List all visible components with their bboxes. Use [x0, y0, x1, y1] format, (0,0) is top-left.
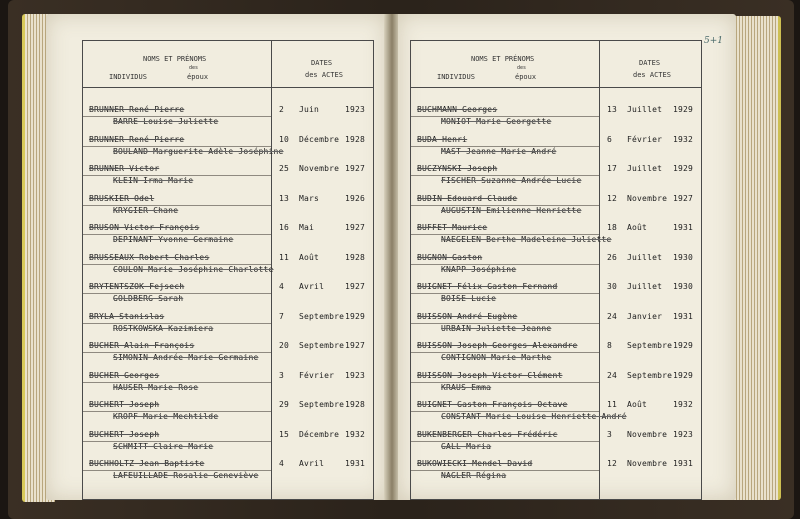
entry-spouse: HAUSER Marie Rose: [113, 382, 199, 392]
entry-spouse: MONIOT Marie Georgette: [441, 117, 552, 126]
entry-day: 4: [279, 459, 285, 468]
entry-month: Septembre: [627, 370, 673, 380]
entry-year: 1930: [673, 252, 694, 262]
entry-month: Septembre: [627, 341, 673, 350]
entry-spouse: BOULAND Marguerite Adèle Joséphine: [113, 146, 284, 156]
entry-month: Novembre: [299, 164, 340, 173]
entry-day: 30: [607, 282, 618, 291]
entry-name: BUGNON Gaston: [417, 252, 483, 262]
entry-day: 11: [279, 252, 290, 262]
entry-year: 1929: [673, 370, 694, 380]
entry-name: BUCHHOLTZ Jean Baptiste: [89, 459, 205, 468]
entry-name: BUISSON Joseph Victor Clément: [417, 370, 563, 380]
entry-day: 6: [607, 134, 613, 144]
entry-spouse: LAFEUILLADE Rosalie Geneviève: [113, 471, 259, 480]
entry-month: Juin: [299, 105, 320, 114]
entry-year: 1929: [345, 311, 366, 321]
entry-year: 1932: [673, 134, 694, 144]
entry-spouse: NAGLER Régina: [441, 471, 507, 480]
entry-spouse: BARRE Louise Juliette: [113, 117, 219, 126]
entry-month: Avril: [299, 459, 325, 468]
entry-day: 29: [279, 400, 290, 409]
entry-year: 1923: [345, 370, 366, 380]
entry-year: 1927: [345, 341, 366, 350]
entry-name: BRYTENTSZOK Fejsech: [89, 282, 185, 291]
entry-name: BUISSON Joseph Georges Alexandre: [417, 341, 578, 350]
entry-name: BUDA Henri: [417, 134, 468, 144]
entry-month: Mars: [299, 193, 320, 203]
entry-day: 4: [279, 282, 285, 291]
entry-year: 1927: [345, 282, 366, 291]
header-names-title: NOMS ET PRÉNOMS: [143, 55, 207, 63]
header-divider: [411, 87, 701, 88]
entry-day: 24: [607, 370, 618, 380]
entry-year: 1928: [345, 252, 366, 262]
entry-spouse: CONSTANT Marie Louise Henriette André: [441, 412, 627, 421]
entry-spouse: DEPINANT Yvonne Germaine: [113, 235, 234, 244]
entry-day: 7: [279, 311, 285, 321]
entry-spouse: KROPF Marie Mechtilde: [113, 412, 219, 421]
entry-day: 26: [607, 252, 618, 262]
entry-month: Novembre: [627, 429, 668, 439]
entry-spouse: SIMONIN Andrée Marie Germaine: [113, 353, 259, 362]
entry-year: 1928: [345, 400, 366, 409]
entry-spouse: URBAIN Juliette Jeanne: [441, 323, 552, 333]
entry-day: 11: [607, 400, 618, 409]
entry-name: BUKOWIECKI Mendel David: [417, 459, 533, 468]
entry-month: Avril: [299, 282, 325, 291]
entry-day: 2: [279, 105, 285, 114]
entry-name: BRUNNER René Pierre: [89, 105, 185, 114]
entry-year: 1928: [345, 134, 366, 144]
header-des-actes: des ACTES: [305, 71, 343, 79]
entry-year: 1931: [673, 223, 694, 232]
entry-month: Septembre: [299, 341, 345, 350]
entry-day: 15: [279, 429, 290, 439]
row-rule: [411, 441, 599, 442]
entry-year: 1929: [673, 341, 694, 350]
entry-spouse: KRYGIER Chane: [113, 205, 179, 215]
entry-spouse: COULON Marie Joséphine Charlotte: [113, 264, 274, 274]
entry-month: Décembre: [299, 429, 340, 439]
entry-day: 13: [607, 105, 618, 114]
entry-spouse: AUGUSTIN Emilienne Henriette: [441, 205, 582, 215]
entry-day: 10: [279, 134, 290, 144]
entry-day: 12: [607, 193, 618, 203]
column-separator: [599, 41, 600, 499]
entry-month: Août: [627, 223, 648, 232]
right-page: [398, 14, 736, 500]
entry-name: BRUSSEAUX Robert Charles: [89, 252, 210, 262]
row-rule: [411, 293, 599, 294]
entry-day: 16: [279, 223, 290, 232]
entry-day: 8: [607, 341, 613, 350]
entry-year: 1931: [345, 459, 366, 468]
row-rule: [411, 382, 599, 383]
entry-year: 1929: [673, 105, 694, 114]
entry-month: Août: [627, 400, 648, 409]
entry-name: BUCZYNSKI Joseph: [417, 164, 498, 173]
header-dates: DATES: [639, 59, 661, 67]
entry-month: Novembre: [627, 459, 668, 468]
entry-spouse: KLEIN Irma Marie: [113, 176, 194, 185]
entry-month: Février: [299, 370, 335, 380]
entry-month: Mai: [299, 223, 315, 232]
entry-day: 3: [279, 370, 285, 380]
entry-name: BUCHMANN Georges: [417, 105, 498, 114]
entry-month: Décembre: [299, 134, 340, 144]
entry-name: BRUSKIER Odel: [89, 193, 155, 203]
entry-name: BUIGNET Félix Gaston Fernand: [417, 282, 558, 291]
entry-year: 1930: [673, 282, 694, 291]
entry-name: BRUSON Victor François: [89, 223, 200, 232]
entry-month: Août: [299, 252, 320, 262]
left-page: [46, 14, 386, 500]
entry-month: Juillet: [627, 164, 663, 173]
register-table-right: [410, 40, 702, 500]
entry-name: BUKENBERGER Charles Frédéric: [417, 429, 558, 439]
header-individus: INDIVIDUS: [109, 73, 147, 81]
entry-year: 1927: [673, 193, 694, 203]
entry-name: BUISSON André Eugène: [417, 311, 518, 321]
entry-spouse: BOISE Lucie: [441, 294, 497, 303]
entry-name: BRUNNER Victor: [89, 164, 160, 173]
entry-year: 1931: [673, 459, 694, 468]
entry-day: 18: [607, 223, 618, 232]
entry-month: Février: [627, 134, 663, 144]
entry-spouse: GALL Maria: [441, 441, 492, 451]
entry-name: BUIGNET Gaston François Octave: [417, 400, 568, 409]
header-names-des: des: [189, 65, 199, 71]
entry-day: 17: [607, 164, 618, 173]
entry-year: 1931: [673, 311, 694, 321]
entry-day: 20: [279, 341, 290, 350]
entry-year: 1932: [673, 400, 694, 409]
entry-day: 24: [607, 311, 618, 321]
entry-spouse: GOLDBERG Sarah: [113, 294, 184, 303]
entry-spouse: FISCHER Suzanne Andrée Lucie: [441, 176, 582, 185]
entry-year: 1923: [345, 105, 366, 114]
entry-name: BUDIN Edouard Claude: [417, 193, 518, 203]
header-des-actes: des ACTES: [633, 71, 671, 79]
header-epoux: époux: [187, 73, 209, 81]
entry-spouse: KRAUS Emma: [441, 382, 492, 392]
entry-day: 3: [607, 429, 613, 439]
entry-day: 13: [279, 193, 290, 203]
entry-spouse: NAEGELEN Berthe Madeleine Juliette: [441, 235, 612, 244]
header-divider: [83, 87, 373, 88]
entry-month: Janvier: [627, 311, 663, 321]
entry-spouse: SCHMITT Claire Marie: [113, 441, 214, 451]
register-table-left: [82, 40, 374, 500]
entry-spouse: ROSTKOWSKA Kazimiera: [113, 323, 214, 333]
header-individus: INDIVIDUS: [437, 73, 475, 81]
header-names-des: des: [517, 65, 527, 71]
entry-year: 1927: [345, 223, 366, 232]
entry-day: 12: [607, 459, 618, 468]
entry-day: 25: [279, 164, 290, 173]
entry-month: Juillet: [627, 105, 663, 114]
entry-name: BRUNNER René Pierre: [89, 134, 185, 144]
entry-month: Juillet: [627, 282, 663, 291]
entry-month: Septembre: [299, 400, 345, 409]
entry-name: BUCHERT Joseph: [89, 429, 160, 439]
entry-year: 1927: [345, 164, 366, 173]
entry-year: 1923: [673, 429, 694, 439]
entry-month: Septembre: [299, 311, 345, 321]
entry-spouse: MAST Jeanne Marie André: [441, 146, 557, 156]
entry-month: Novembre: [627, 193, 668, 203]
entry-spouse: CONTIGNON Marie Marthe: [441, 353, 552, 362]
header-epoux: époux: [515, 73, 537, 81]
entry-year: 1929: [673, 164, 694, 173]
entry-month: Juillet: [627, 252, 663, 262]
page-number: 5+1: [704, 36, 723, 46]
entry-name: BUFFET Maurice: [417, 223, 488, 232]
entry-year: 1926: [345, 193, 366, 203]
entry-name: BRYLA Stanislas: [89, 311, 165, 321]
entry-name: BUCHER Georges: [89, 370, 160, 380]
header-dates: DATES: [311, 59, 333, 67]
entry-name: BUCHERT Joseph: [89, 400, 160, 409]
entry-year: 1932: [345, 429, 366, 439]
header-names-title: NOMS ET PRÉNOMS: [471, 55, 535, 63]
entry-name: BUCHER Alain François: [89, 341, 195, 350]
entry-spouse: KNAPP Joséphine: [441, 264, 517, 274]
